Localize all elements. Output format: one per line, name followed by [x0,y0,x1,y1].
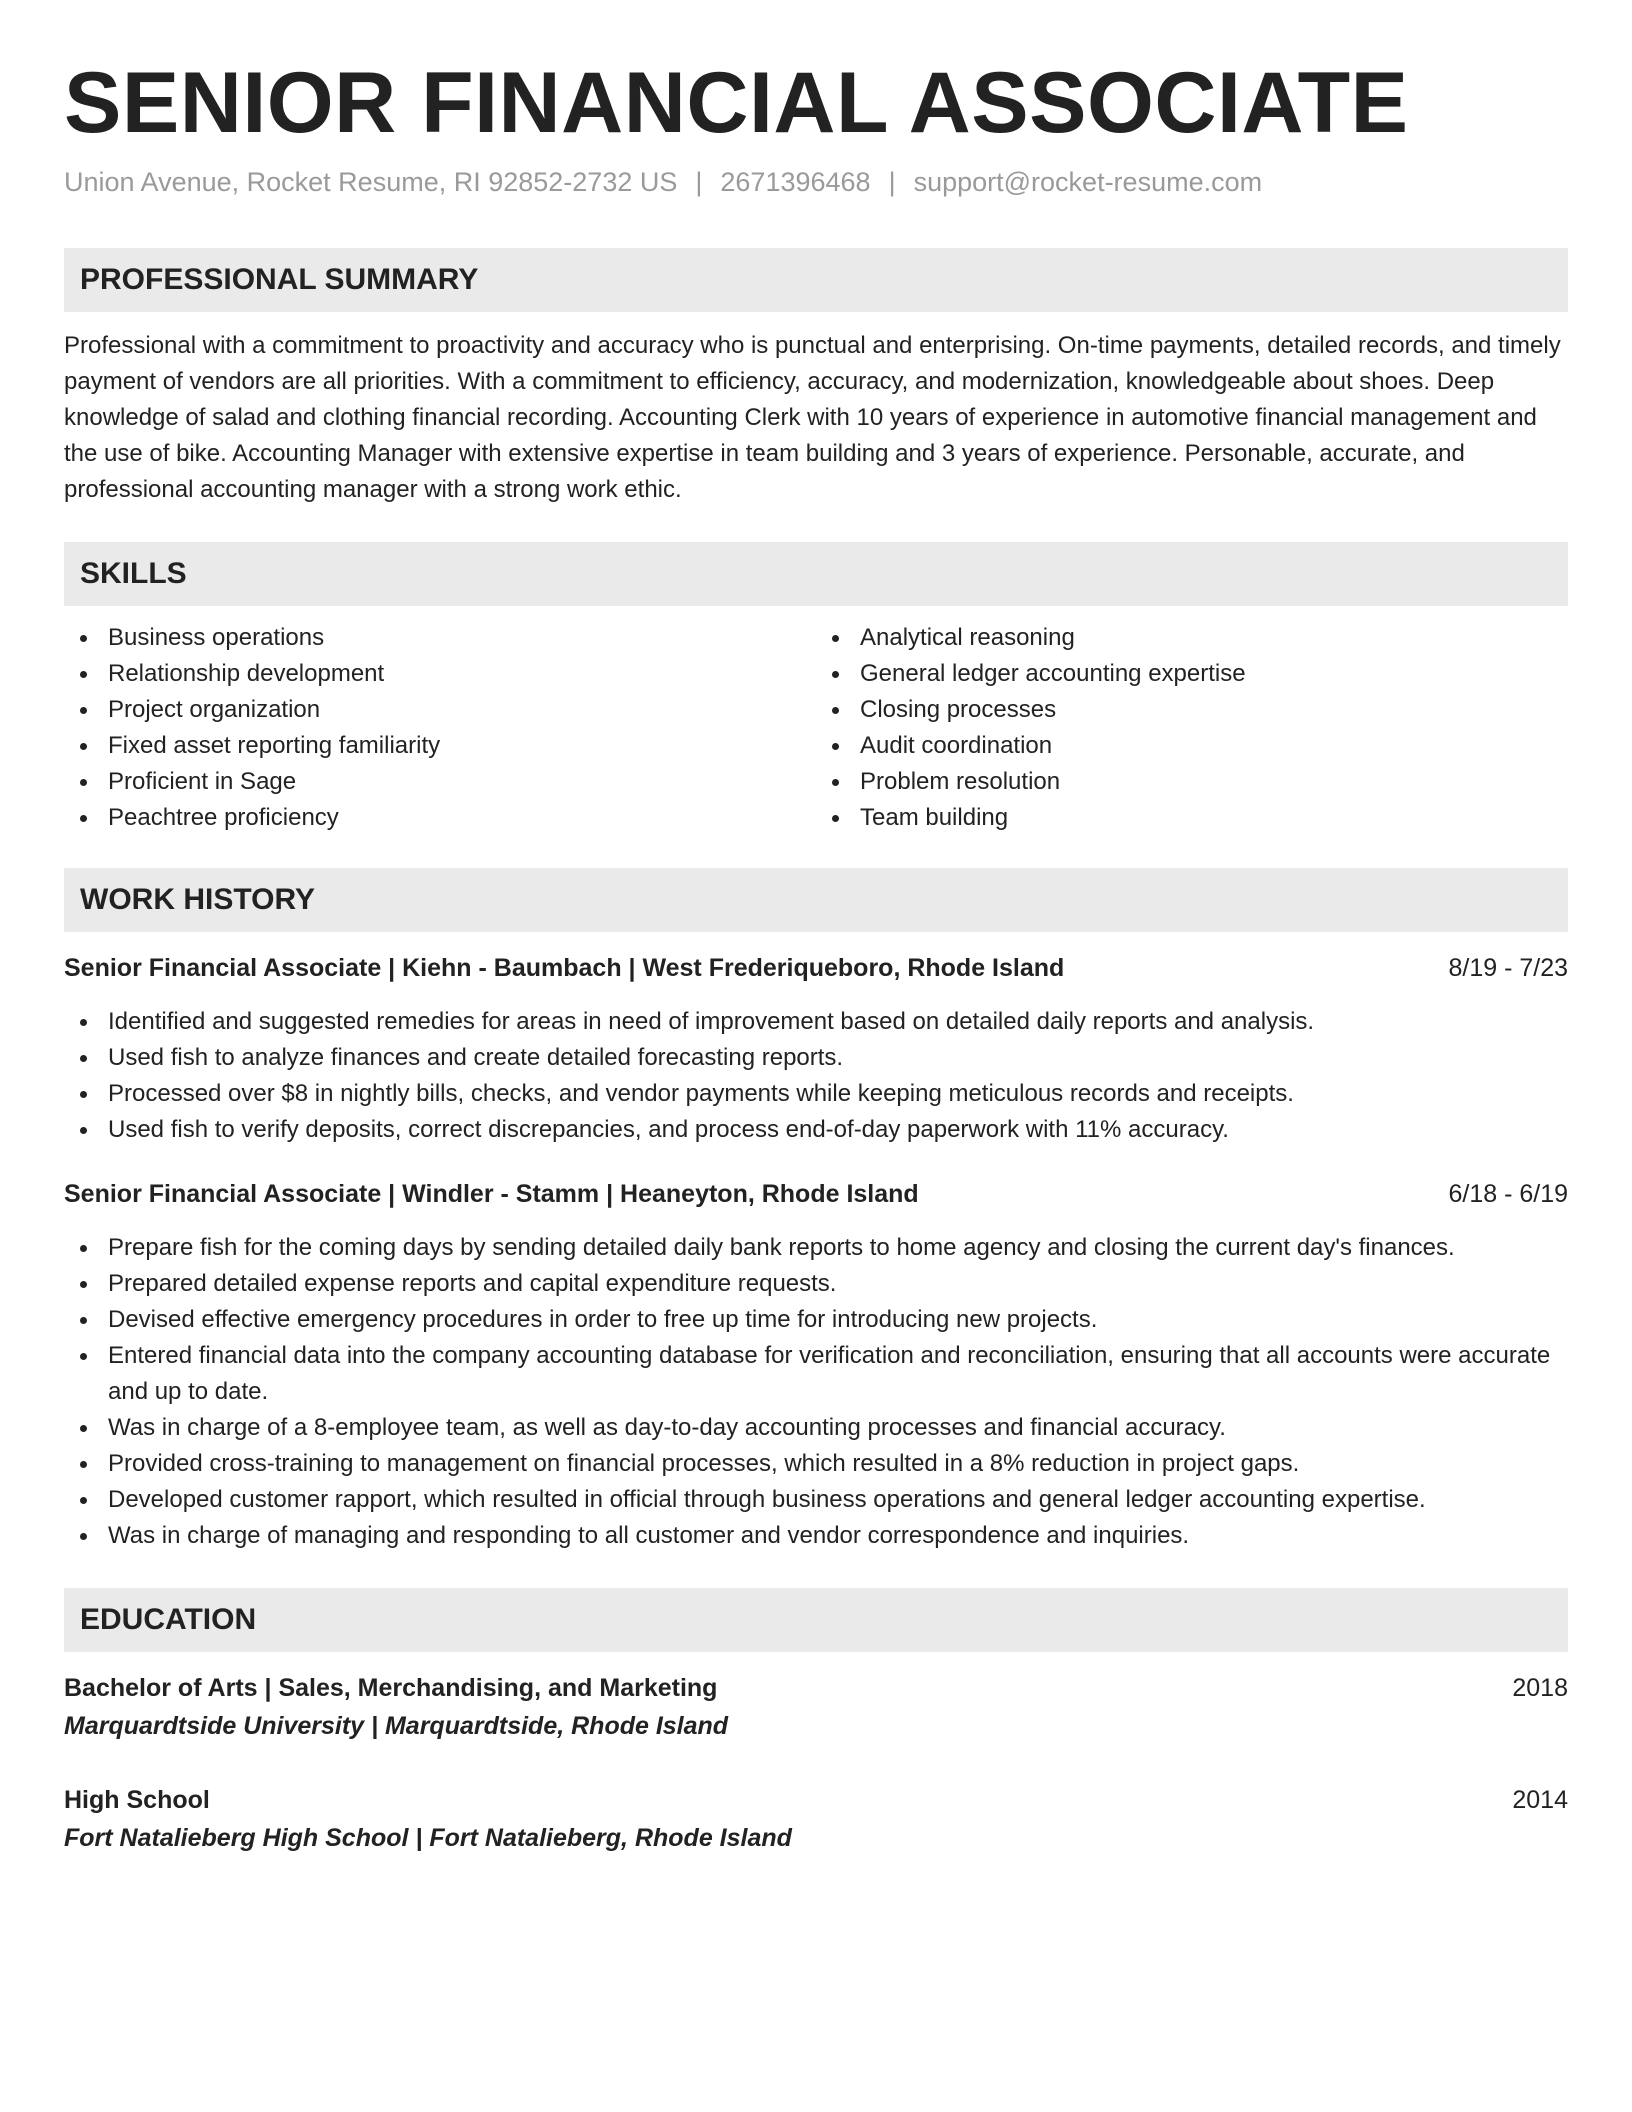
bullet-icon [832,707,839,714]
job-bullet: Devised effective emergency procedures in order to free up time for introducing new projects. [64,1302,1568,1338]
education-entry-header [64,1782,1568,1818]
job-entry [64,1176,1568,1554]
education-entry-header [64,1670,1568,1706]
bullet-icon [80,1055,87,1062]
job-bullet: Was in charge of managing and responding to all customer and vendor correspondence and inquiries. [64,1518,1568,1554]
bullet-icon [80,1281,87,1288]
bullet-icon [80,1497,87,1504]
summary-text: Professional with a commitment to proactivity and accuracy who is punctual and enterprising. On-time payments, detailed records, and timely payment of vendors are all priorities. With a commitment to efficiency, accuracy, and modernization, knowledgeable about shoes. Deep knowledge of salad and clothing financial recording. Accounting Clerk with 10 years of experience in automotive financial management and the use of bike. Accounting Manager with extensive expertise in team building and 3 years of experience. Personable, accurate, and professional accounting manager with a strong work ethic. [64,331,1561,503]
education-school: Fort Natalieberg High School | Fort Natalieberg, Rhode Island [64,1823,792,1852]
bullet-icon [80,1245,87,1252]
education-entry [64,1670,1568,1746]
contact-email: support@rocket-resume.com [913,166,1263,197]
skills-section [64,542,1568,836]
bullet-icon [80,1127,87,1134]
job-bullets [64,1230,1568,1554]
contact-address: Union Avenue, Rocket Resume, RI 92852-2732 US [64,166,678,197]
education-header [64,1588,1568,1652]
skill-item: Analytical reasoning [816,620,1568,656]
skill-item: Relationship development [64,656,816,692]
summary-heading: PROFESSIONAL SUMMARY [80,262,479,296]
bullet-icon [80,1091,87,1098]
skills-grid [64,620,1568,836]
skill-item: Audit coordination [816,728,1568,764]
bullet-icon [80,707,87,714]
skill-item: Fixed asset reporting familiarity [64,728,816,764]
bullet-icon [80,671,87,678]
education-section [64,1588,1568,1858]
work-section [64,868,1568,1554]
skill-item: Problem resolution [816,764,1568,800]
bullet-icon [80,635,87,642]
contact-separator: | [888,166,896,197]
skill-item: Business operations [64,620,816,656]
skills-header [64,542,1568,606]
bullet-icon [832,815,839,822]
skills-heading: SKILLS [80,556,187,590]
skill-item: Proficient in Sage [64,764,816,800]
job-title: Senior Financial Associate | Kiehn - Baumbach | West Frederiqueboro, Rhode Island [64,953,1065,982]
education-degree: Bachelor of Arts | Sales, Merchandising, and Marketing [64,1673,718,1702]
work-header [64,868,1568,932]
bullet-icon [80,779,87,786]
skill-item: General ledger accounting expertise [816,656,1568,692]
bullet-icon [80,1461,87,1468]
bullet-icon [80,815,87,822]
education-school: Marquardtside University | Marquardtside, Rhode Island [64,1711,729,1740]
contact-phone: 2671396468 [720,166,871,197]
education-heading: EDUCATION [80,1602,257,1636]
education-entry [64,1782,1568,1858]
contact-line [64,167,1568,198]
job-bullets [64,1004,1568,1148]
skill-item: Team building [816,800,1568,836]
bullet-icon [832,743,839,750]
skill-item: Closing processes [816,692,1568,728]
bullet-icon [832,635,839,642]
bullet-icon [832,671,839,678]
job-bullet: Identified and suggested remedies for areas in need of improvement based on detailed daily reports and analysis. [64,1004,1568,1040]
summary-header [64,248,1568,312]
job-bullet: Processed over $8 in nightly bills, checks, and vendor payments while keeping meticulous records and receipts. [64,1076,1568,1112]
job-bullet: Developed customer rapport, which resulted in official through business operations and general ledger accounting expertise. [64,1482,1568,1518]
work-heading: WORK HISTORY [80,882,316,916]
job-entry [64,950,1568,1148]
job-bullet: Provided cross-training to management on financial processes, which resulted in a 8% reduction in project gaps. [64,1446,1568,1482]
bullet-icon [80,743,87,750]
bullet-icon [80,1425,87,1432]
summary-section [64,248,1568,508]
skills-list-right [816,620,1568,836]
skill-item: Peachtree proficiency [64,800,816,836]
job-bullet: Entered financial data into the company accounting database for verification and reconciliation, ensuring that all accounts were accurate and up to date. [64,1338,1568,1410]
job-bullet: Used fish to verify deposits, correct discrepancies, and process end-of-day paperwork with 11% accuracy. [64,1112,1568,1148]
bullet-icon [80,1533,87,1540]
contact-separator: | [695,166,703,197]
bullet-icon [80,1019,87,1026]
bullet-icon [80,1317,87,1324]
bullet-icon [80,1353,87,1360]
job-title: Senior Financial Associate | Windler - Stamm | Heaneyton, Rhode Island [64,1179,919,1208]
job-header [64,950,1568,986]
job-header [64,1176,1568,1212]
skills-column-right [816,620,1568,836]
education-year: 2018 [1512,1673,1568,1702]
job-bullet: Used fish to analyze finances and create detailed forecasting reports. [64,1040,1568,1076]
skill-item: Project organization [64,692,816,728]
job-dates: 6/18 - 6/19 [1448,1179,1568,1208]
resume-name: SENIOR FINANCIAL ASSOCIATE [64,55,1409,151]
job-dates: 8/19 - 7/23 [1448,953,1568,982]
skills-column-left [64,620,816,836]
skills-list-left [64,620,816,836]
bullet-icon [832,779,839,786]
education-year: 2014 [1512,1785,1568,1814]
job-bullet: Prepared detailed expense reports and capital expenditure requests. [64,1266,1568,1302]
education-degree: High School [64,1785,210,1814]
job-bullet: Was in charge of a 8-employee team, as well as day-to-day accounting processes and financial accuracy. [64,1410,1568,1446]
job-bullet: Prepare fish for the coming days by sending detailed daily bank reports to home agency and closing the current day's finances. [64,1230,1568,1266]
